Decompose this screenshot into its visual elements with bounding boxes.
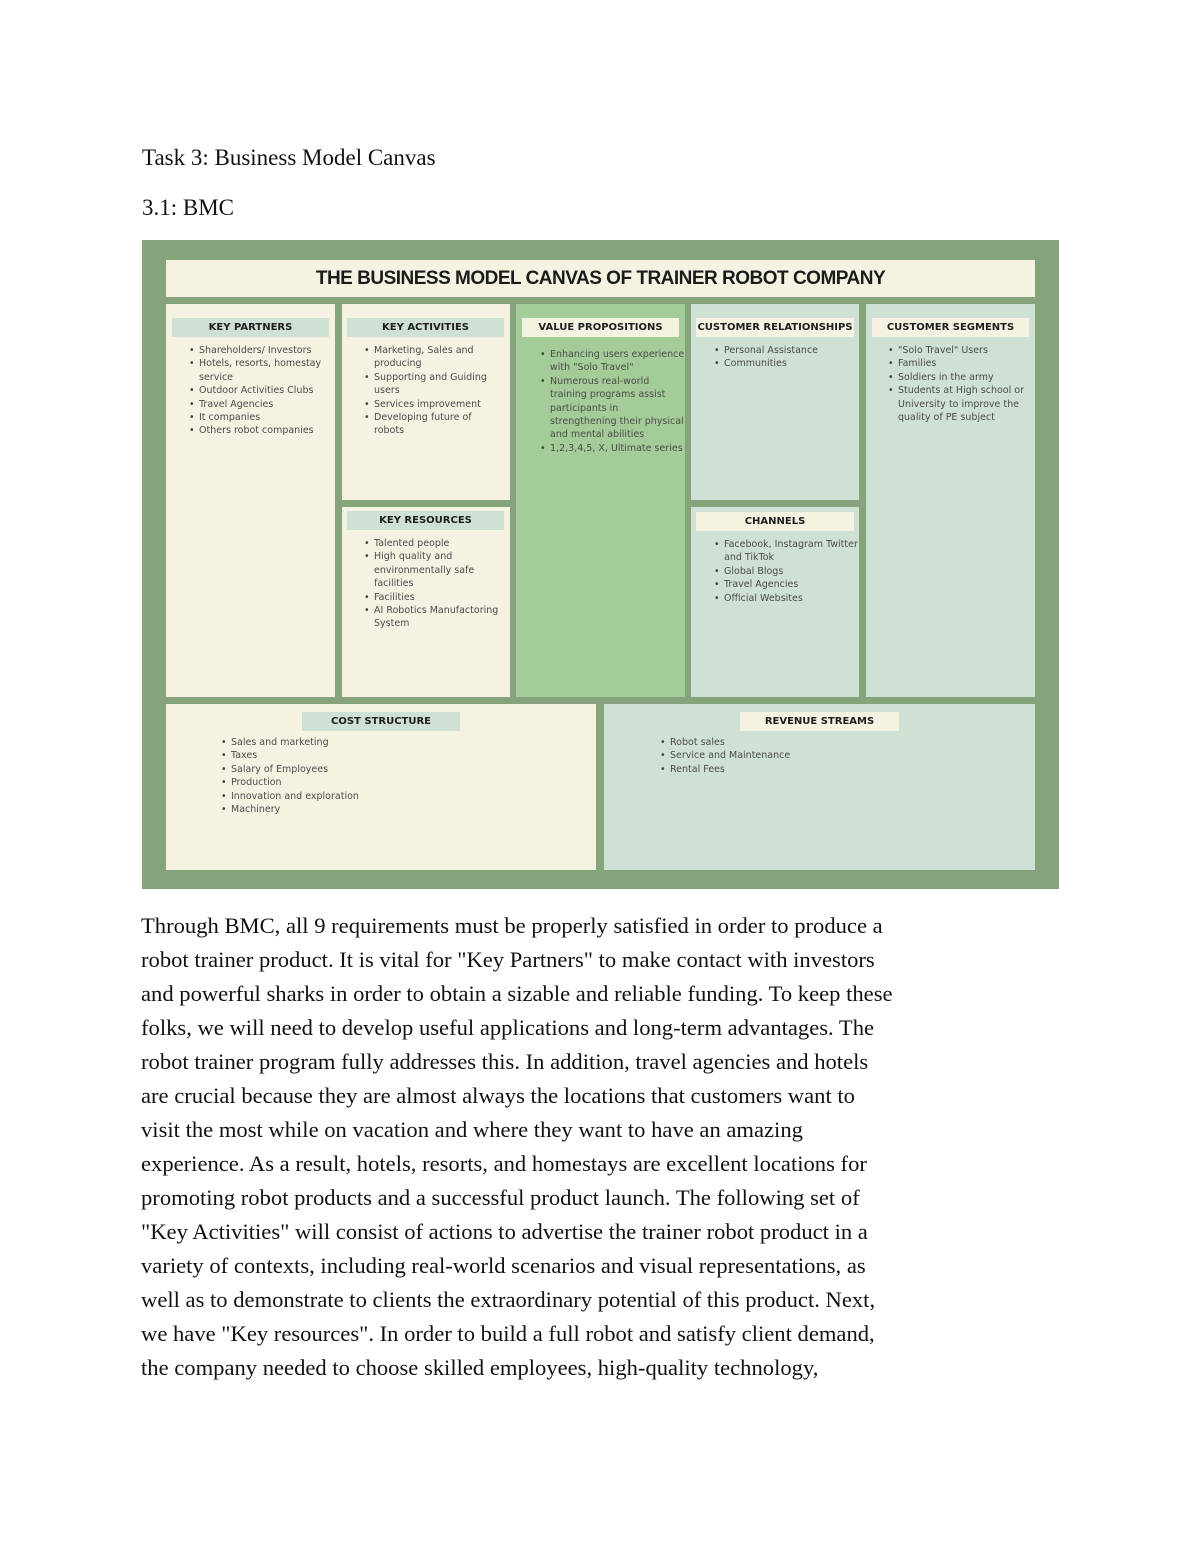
list-item: • Official Websites	[724, 592, 860, 605]
list-item: • Facilities	[374, 591, 504, 604]
paragraph-line: and powerful sharks in order to obtain a sizable and reliable funding. To keep these	[141, 981, 893, 1006]
list-item: • Communities	[724, 357, 862, 370]
list-item: • AI Robotics Manufactoring System	[374, 604, 504, 631]
customer-segments-list	[888, 344, 1038, 424]
section-heading: 3.1: BMC	[142, 195, 235, 220]
business-model-canvas	[142, 240, 1059, 889]
paragraph-line: "Key Activities" will consist of actions to advertise the trainer robot product in a	[141, 1219, 868, 1244]
list-item: • Rental Fees	[670, 763, 910, 776]
cost-structure-block	[166, 704, 596, 870]
key-partners-label: KEY PARTNERS	[172, 318, 329, 337]
channels-label: CHANNELS	[696, 512, 854, 531]
canvas-title: THE BUSINESS MODEL CANVAS OF TRAINER ROBOT COMPANY	[166, 260, 1035, 297]
revenue-streams-label: REVENUE STREAMS	[740, 712, 899, 731]
list-item: • Salary of Employees	[231, 763, 471, 776]
value-propositions-list	[540, 348, 687, 455]
paragraph-line: Through BMC, all 9 requirements must be properly satisfied in order to produce a	[141, 913, 883, 938]
key-activities-block	[342, 304, 510, 500]
list-item: • Shareholders/ Investors	[199, 344, 333, 357]
list-item: • Sales and marketing	[231, 736, 471, 749]
task-heading: Task 3: Business Model Canvas	[142, 145, 436, 170]
key-activities-label: KEY ACTIVITIES	[347, 318, 504, 337]
list-item: • Service and Maintenance	[670, 749, 910, 762]
list-item: • It companies	[199, 411, 333, 424]
customer-segments-block	[866, 304, 1035, 697]
paragraph-line: the company needed to choose skilled employees, high-quality technology,	[141, 1355, 819, 1380]
list-item: • Students at High school or University to improve the quality of PE subject	[898, 384, 1038, 424]
list-item: • Production	[231, 776, 471, 789]
cost-structure-list	[221, 736, 471, 816]
value-propositions-label: VALUE PROPOSITIONS	[522, 318, 679, 337]
list-item: • 1,2,3,4,5, X, Ultimate series	[550, 442, 687, 455]
key-activities-list	[364, 344, 504, 438]
list-item: • Global Blogs	[724, 565, 860, 578]
list-item: • Innovation and exploration	[231, 790, 471, 803]
list-item: • Services improvement	[374, 398, 504, 411]
paragraph-line: robot trainer program fully addresses this. In addition, travel agencies and hotels	[141, 1049, 869, 1074]
customer-relationships-label: CUSTOMER RELATIONSHIPS	[696, 318, 854, 337]
channels-list	[714, 538, 860, 605]
paragraph-line: well as to demonstrate to clients the extraordinary potential of this product. Next,	[141, 1287, 876, 1312]
list-item: • Developing future of robots	[374, 411, 504, 438]
list-item: • Facebook, Instagram Twitter and TikTok	[724, 538, 860, 565]
list-item: • Personal Assistance	[724, 344, 862, 357]
customer-relationships-list	[714, 344, 862, 371]
body-paragraph	[141, 909, 1071, 1385]
key-partners-list	[189, 344, 333, 438]
list-item: • Talented people	[374, 537, 504, 550]
list-item: • Numerous real-world training programs assist participants in strengthening their physical and mental abilities	[550, 375, 687, 442]
paragraph-line: we have "Key resources". In order to build a full robot and satisfy client demand,	[141, 1321, 875, 1346]
list-item: • Soldiers in the army	[898, 371, 1038, 384]
paragraph-line: folks, we will need to develop useful applications and long-term advantages. The	[141, 1015, 875, 1040]
customer-segments-label: CUSTOMER SEGMENTS	[872, 318, 1029, 337]
list-item: • Hotels, resorts, homestay service	[199, 357, 333, 384]
list-item: • Travel Agencies	[724, 578, 860, 591]
customer-relationships-block	[691, 304, 859, 500]
key-resources-label: KEY RESOURCES	[347, 511, 504, 530]
list-item: • Taxes	[231, 749, 471, 762]
list-item: • Families	[898, 357, 1038, 370]
list-item: • Travel Agencies	[199, 398, 333, 411]
list-item: • Supporting and Guiding users	[374, 371, 504, 398]
cost-structure-label: COST STRUCTURE	[302, 712, 460, 731]
key-resources-list	[364, 537, 504, 631]
paragraph-line: experience. As a result, hotels, resorts, and homestays are excellent locations for	[141, 1151, 867, 1176]
value-propositions-block	[516, 304, 685, 697]
key-partners-block	[166, 304, 335, 697]
paragraph-line: are crucial because they are almost always the locations that customers want to	[141, 1083, 855, 1108]
revenue-streams-block	[604, 704, 1035, 870]
list-item: • "Solo Travel" Users	[898, 344, 1038, 357]
channels-block	[691, 507, 859, 697]
revenue-streams-list	[660, 736, 910, 776]
list-item: • Marketing, Sales and producing	[374, 344, 504, 371]
list-item: • Robot sales	[670, 736, 910, 749]
list-item: • Enhancing users experience with "Solo Travel"	[550, 348, 687, 375]
paragraph-line: variety of contexts, including real-world scenarios and visual representations, as	[141, 1253, 866, 1278]
list-item: • High quality and environmentally safe facilities	[374, 550, 504, 590]
list-item: • Others robot companies	[199, 424, 333, 437]
key-resources-block	[342, 507, 510, 697]
list-item: • Outdoor Activities Clubs	[199, 384, 333, 397]
paragraph-line: promoting robot products and a successful product launch. The following set of	[141, 1185, 860, 1210]
paragraph-line: robot trainer product. It is vital for "Key Partners" to make contact with investors	[141, 947, 875, 972]
paragraph-line: visit the most while on vacation and where they want to have an amazing	[141, 1117, 803, 1142]
list-item: • Machinery	[231, 803, 471, 816]
